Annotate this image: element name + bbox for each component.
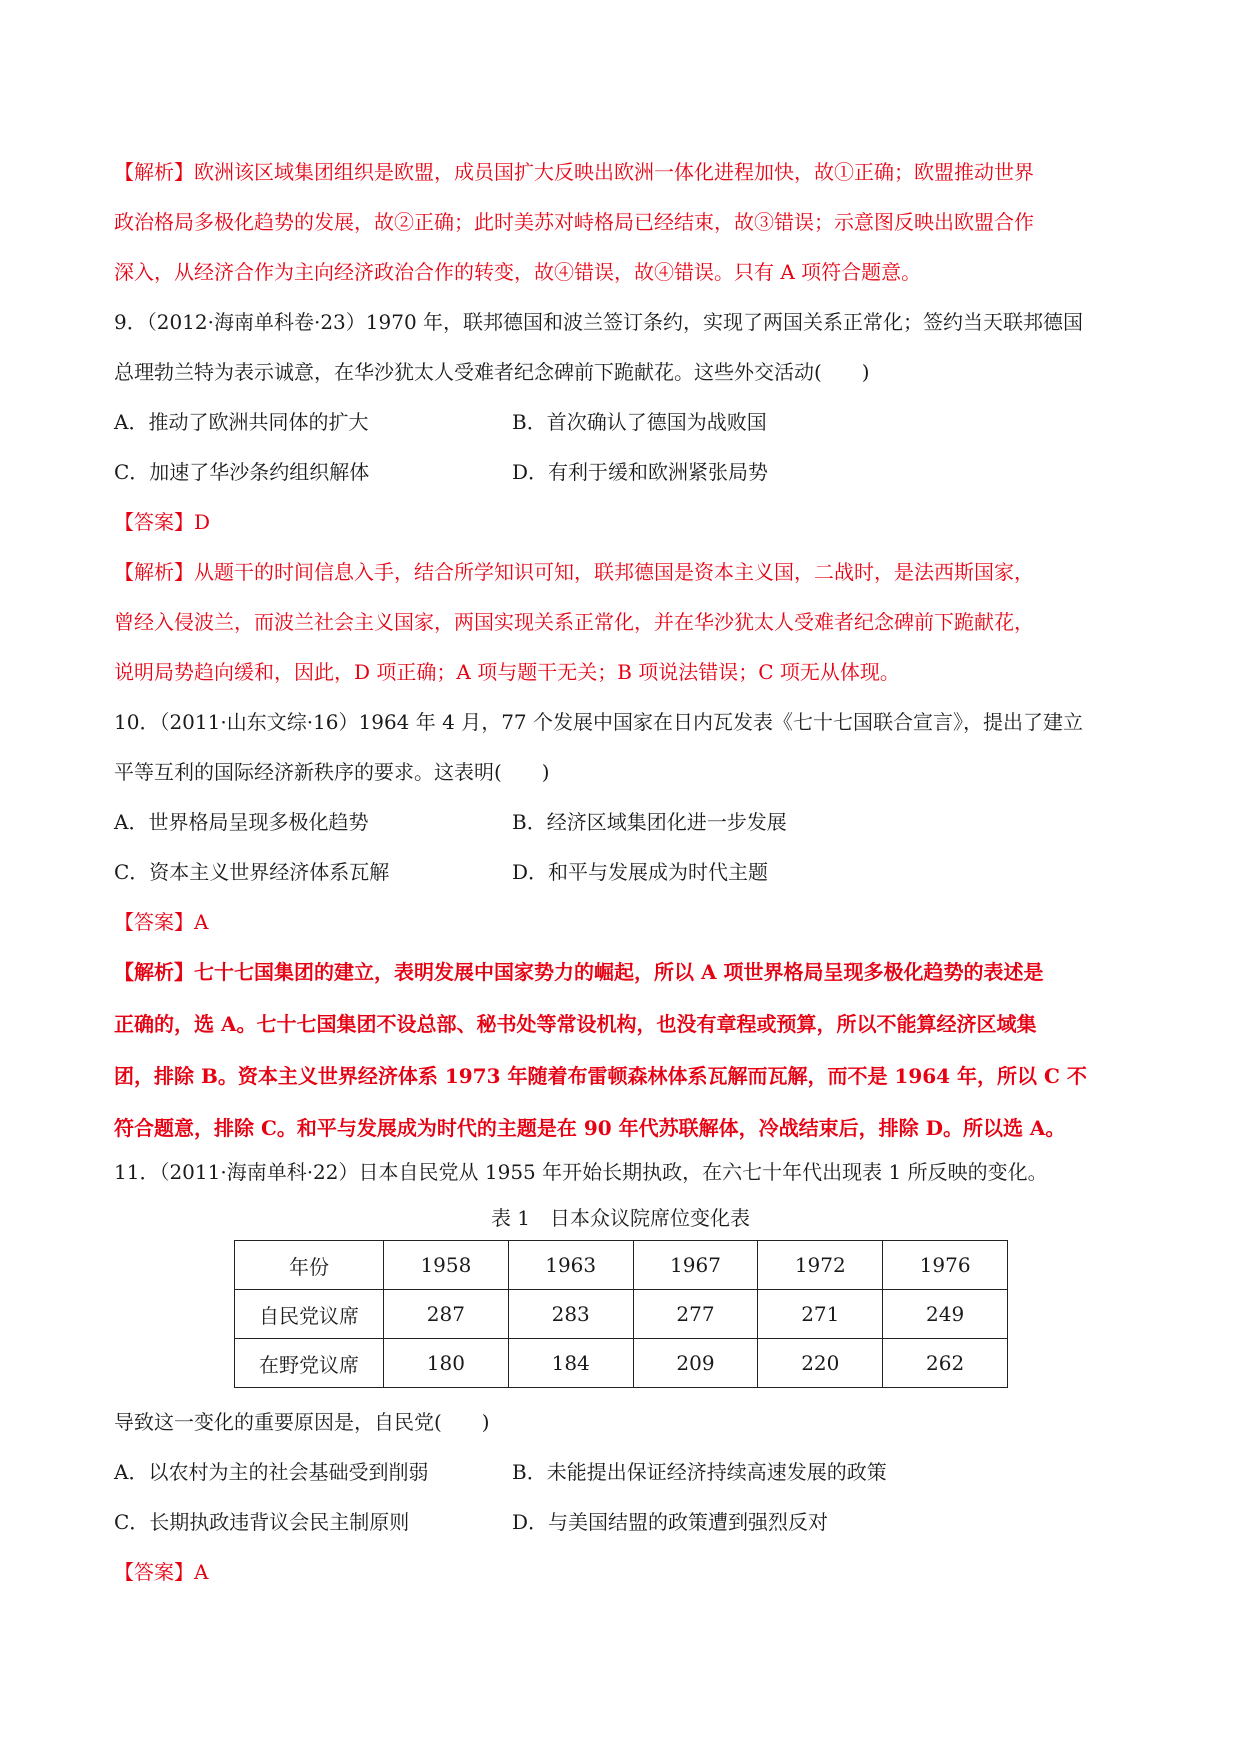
q9-analysis-line-2: 曾经入侵波兰，而波兰社会主义国家，两国实现关系正常化，并在华沙犹太人受难者纪念碑前下跪献花， [114,610,1034,634]
q11-question: 导致这一变化的重要原因是，自民党( ) [114,1410,490,1434]
table-cell: 249 [883,1290,1008,1339]
q11-stem: 11．（2011·海南单科·22）日本自民党从 1955 年开始长期执政，在六七十年代出现表 1 所反映的变化。 [114,1160,1048,1184]
q10-answer: 【答案】A [114,910,209,934]
table-cell: 在野党议席 [235,1339,384,1388]
table-cell: 1976 [883,1241,1008,1290]
table-cell: 184 [508,1339,633,1388]
q10-analysis-line-3: 团，排除 B。资本主义世界经济体系 1973 年随着布雷顿森林体系瓦解而瓦解，而不是 1964 年，所以 C 不 [114,1064,1087,1088]
q10-analysis-line-4: 符合题意，排除 C。和平与发展成为时代的主题是在 90 年代苏联解体，冷战结束后，排除 D。所以选 A。 [114,1116,1066,1140]
q11-option-d: D．与美国结盟的政策遭到强烈反对 [512,1510,829,1534]
table-cell: 1963 [508,1241,633,1290]
table-row [235,1339,1008,1388]
table-cell: 287 [384,1290,509,1339]
table-row [235,1290,1008,1339]
q9-analysis-line-1: 【解析】从题干的时间信息入手，结合所学知识可知，联邦德国是资本主义国，二战时，是法西斯国家， [114,560,1034,584]
q11-option-c: C．长期执政违背议会民主制原则 [114,1510,410,1534]
table-cell: 262 [883,1339,1008,1388]
q10-option-c: C．资本主义世界经济体系瓦解 [114,860,390,884]
q11-answer: 【答案】A [114,1560,209,1584]
q9-analysis-line-3: 说明局势趋向缓和，因此，D 项正确；A 项与题干无关；B 项说法错误；C 项无从体现。 [114,660,900,684]
table-header-row [235,1241,1008,1290]
q9-option-d: D．有利于缓和欧洲紧张局势 [512,460,769,484]
q10-option-d: D．和平与发展成为时代主题 [512,860,769,884]
q9-option-c: C．加速了华沙条约组织解体 [114,460,370,484]
table-cell: 283 [508,1290,633,1339]
q10-option-a: A．世界格局呈现多极化趋势 [114,810,369,834]
q10-analysis-line-1: 【解析】七十七国集团的建立，表明发展中国家势力的崛起，所以 A 项世界格局呈现多极化趋势的表述是 [114,960,1044,984]
q9-option-b: B．首次确认了德国为战败国 [512,410,767,434]
table-cell: 1972 [758,1241,883,1290]
q10-analysis-line-2: 正确的，选 A。七十七国集团不设总部、秘书处等常设机构，也没有章程或预算，所以不能算经济区域集 [114,1012,1037,1036]
q10-stem-line-1: 10．（2011·山东文综·16）1964 年 4 月，77 个发展中国家在日内瓦发表《七十七国联合宣言》，提出了建立 [114,710,1084,734]
table-cell: 180 [384,1339,509,1388]
q8-analysis-line-3: 深入，从经济合作为主向经济政治合作的转变，故④错误，故④错误。只有 A 项符合题意。 [114,260,922,284]
q9-answer: 【答案】D [114,510,211,534]
table-cell: 自民党议席 [235,1290,384,1339]
table-cell: 277 [633,1290,758,1339]
q10-option-b: B．经济区域集团化进一步发展 [512,810,787,834]
table-cell: 271 [758,1290,883,1339]
table-cell: 1967 [633,1241,758,1290]
q11-option-b: B．未能提出保证经济持续高速发展的政策 [512,1460,887,1484]
table-cell: 年份 [235,1241,384,1290]
q10-stem-line-2: 平等互利的国际经济新秩序的要求。这表明( ) [114,760,550,784]
table-cell: 220 [758,1339,883,1388]
q9-option-a: A．推动了欧洲共同体的扩大 [114,410,369,434]
q11-option-a: A．以农村为主的社会基础受到削弱 [114,1460,429,1484]
seat-change-table [234,1240,1008,1388]
q9-stem-line-2: 总理勃兰特为表示诚意，在华沙犹太人受难者纪念碑前下跪献花。这些外交活动( ) [114,360,870,384]
table-cell: 209 [633,1339,758,1388]
q9-stem-line-1: 9．（2012·海南单科卷·23）1970 年，联邦德国和波兰签订条约，实现了两国关系正常化；签约当天联邦德国 [114,310,1084,334]
table-caption: 表 1 日本众议院席位变化表 [490,1206,751,1230]
table-cell: 1958 [384,1241,509,1290]
q8-analysis-line-2: 政治格局多极化趋势的发展，故②正确；此时美苏对峙格局已经结束，故③错误；示意图反映出欧盟合作 [114,210,1034,234]
q8-analysis-line-1: 【解析】欧洲该区域集团组织是欧盟，成员国扩大反映出欧洲一体化进程加快，故①正确；欧盟推动世界 [114,160,1034,184]
